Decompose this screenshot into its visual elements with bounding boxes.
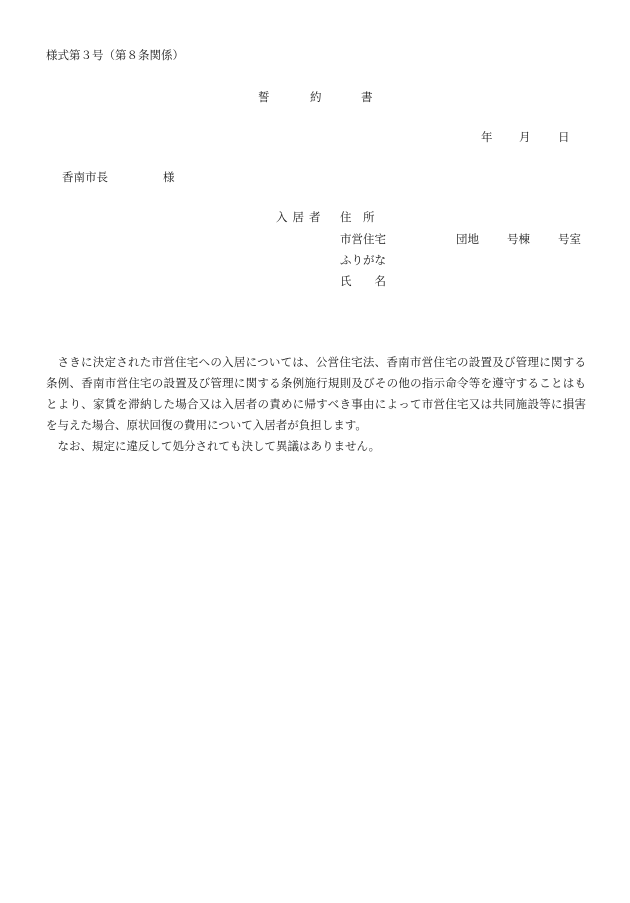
pledge-body [46,352,586,457]
addressee-honorific: 様 [163,170,175,184]
date-year: 年 [481,130,493,144]
pledge-paragraph-1: さきに決定された市営住宅への入居については、公営住宅法、香南市営住宅の設置及び管理に関する条例、香南市営住宅の設置及び管理に関する条例施行規則及びその他の指示命令等を遵守することはもとより、家賃を滞納した場合又は入居者の責めに帰すべき事由によって市営住宅又は共同施設等に損害を与えた場合、原状回復の費用について入居者が負担します。 [46,355,586,432]
document-title-char-1: 誓 [258,90,270,104]
name-label: 氏 名 [340,274,386,288]
date-month: 月 [519,130,531,144]
addressee-name: 香南市長 [62,170,108,184]
form-number: 様式第３号（第８条関係） [46,48,184,62]
furigana-label: ふりがな [340,253,386,267]
gouto-label: 号棟 [507,232,530,246]
resident-label: 入居者 [276,210,326,224]
goushitsu-label: 号室 [558,232,581,246]
document-title-char-2: 約 [310,90,322,104]
address-label: 住 所 [340,210,375,224]
pledge-paragraph-2: なお、規定に違反して処分されても決して異議はありません。 [57,439,381,453]
housing-label: 市営住宅 [340,232,386,246]
danchi-label: 団地 [456,232,479,246]
document-title-char-3: 書 [361,90,373,104]
date-day: 日 [558,130,570,144]
